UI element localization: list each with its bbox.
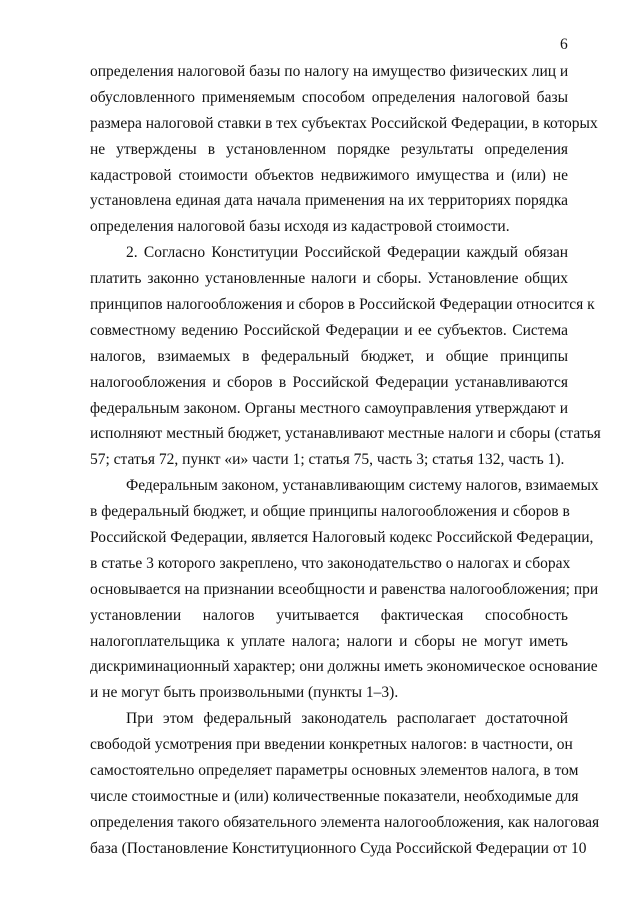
text-line: определения такого обязательного элемента налогообложения, как налоговая <box>90 813 600 831</box>
text-line: установлении налогов учитывается фактическая способность <box>90 606 568 624</box>
paragraph <box>90 706 600 861</box>
document-body <box>90 59 601 862</box>
text-line: свободой усмотрения при введении конкретных налогов: в частности, он <box>90 736 573 754</box>
paragraph <box>90 59 598 240</box>
text-line: в статье 3 которого закреплено, что законодательство о налогах и сборах <box>90 554 571 572</box>
text-line: 57; статья 72, пункт «и» части 1; статья 75, часть 3; статья 132, часть 1). <box>90 451 565 469</box>
text-line: самостоятельно определяет параметры основных элементов налога, в том <box>90 762 579 780</box>
text-line: не утверждены в установленном порядке результаты определения <box>90 140 568 158</box>
text-line: При этом федеральный законодатель располагает достаточной <box>126 710 568 728</box>
text-line: Российской Федерации, является Налоговый кодекс Российской Федерации, <box>90 529 594 547</box>
text-line: налогоплательщика к уплате налога; налоги и сборы не могут иметь <box>90 632 568 650</box>
text-line: налогообложения и сборов в Российской Федерации устанавливаются <box>90 373 568 391</box>
text-line: 2. Согласно Конституции Российской Федерации каждый обязан <box>126 244 568 262</box>
text-line: принципов налогообложения и сборов в Российской Федерации относится к <box>90 296 595 314</box>
page-number: 6 <box>560 36 568 53</box>
text-line: и не могут быть произвольными (пункты 1–3). <box>90 684 399 702</box>
text-line: размера налоговой ставки в тех субъектах Российской Федерации, в которых <box>90 114 598 132</box>
text-line: установлена единая дата начала применения на их территориях порядка <box>90 192 568 210</box>
text-line: база (Постановление Конституционного Суда Российской Федерации от 10 <box>90 839 587 857</box>
text-line: исполняют местный бюджет, устанавливают местные налоги и сборы (статья <box>90 425 601 443</box>
paragraph <box>90 473 599 706</box>
text-line: числе стоимостные и (или) количественные показатели, необходимые для <box>90 787 579 805</box>
text-line: в федеральный бюджет, и общие принципы налогообложения и сборов в <box>90 503 570 521</box>
text-line: определения налоговой базы исходя из кадастровой стоимости. <box>90 218 510 236</box>
text-line: налогов, взимаемых в федеральный бюджет, и общие принципы <box>90 347 568 365</box>
paragraph <box>90 240 601 473</box>
text-line: совместному ведению Российской Федерации и ее субъектов. Система <box>90 321 568 339</box>
text-line: основывается на признании всеобщности и равенства налогообложения; при <box>90 580 599 598</box>
text-line: Федеральным законом, устанавливающим систему налогов, взимаемых <box>126 477 599 495</box>
text-line: кадастровой стоимости объектов недвижимого имущества и (или) не <box>90 166 568 184</box>
text-line: платить законно установленные налоги и сборы. Установление общих <box>90 270 568 288</box>
text-line: федеральным законом. Органы местного самоуправления утверждают и <box>90 399 568 417</box>
text-line: определения налоговой базы по налогу на имущество физических лиц и <box>90 63 569 80</box>
text-line: дискриминационный характер; они должны иметь экономическое основание <box>90 658 598 676</box>
text-line: обусловленного применяемым способом определения налоговой базы <box>90 88 568 106</box>
